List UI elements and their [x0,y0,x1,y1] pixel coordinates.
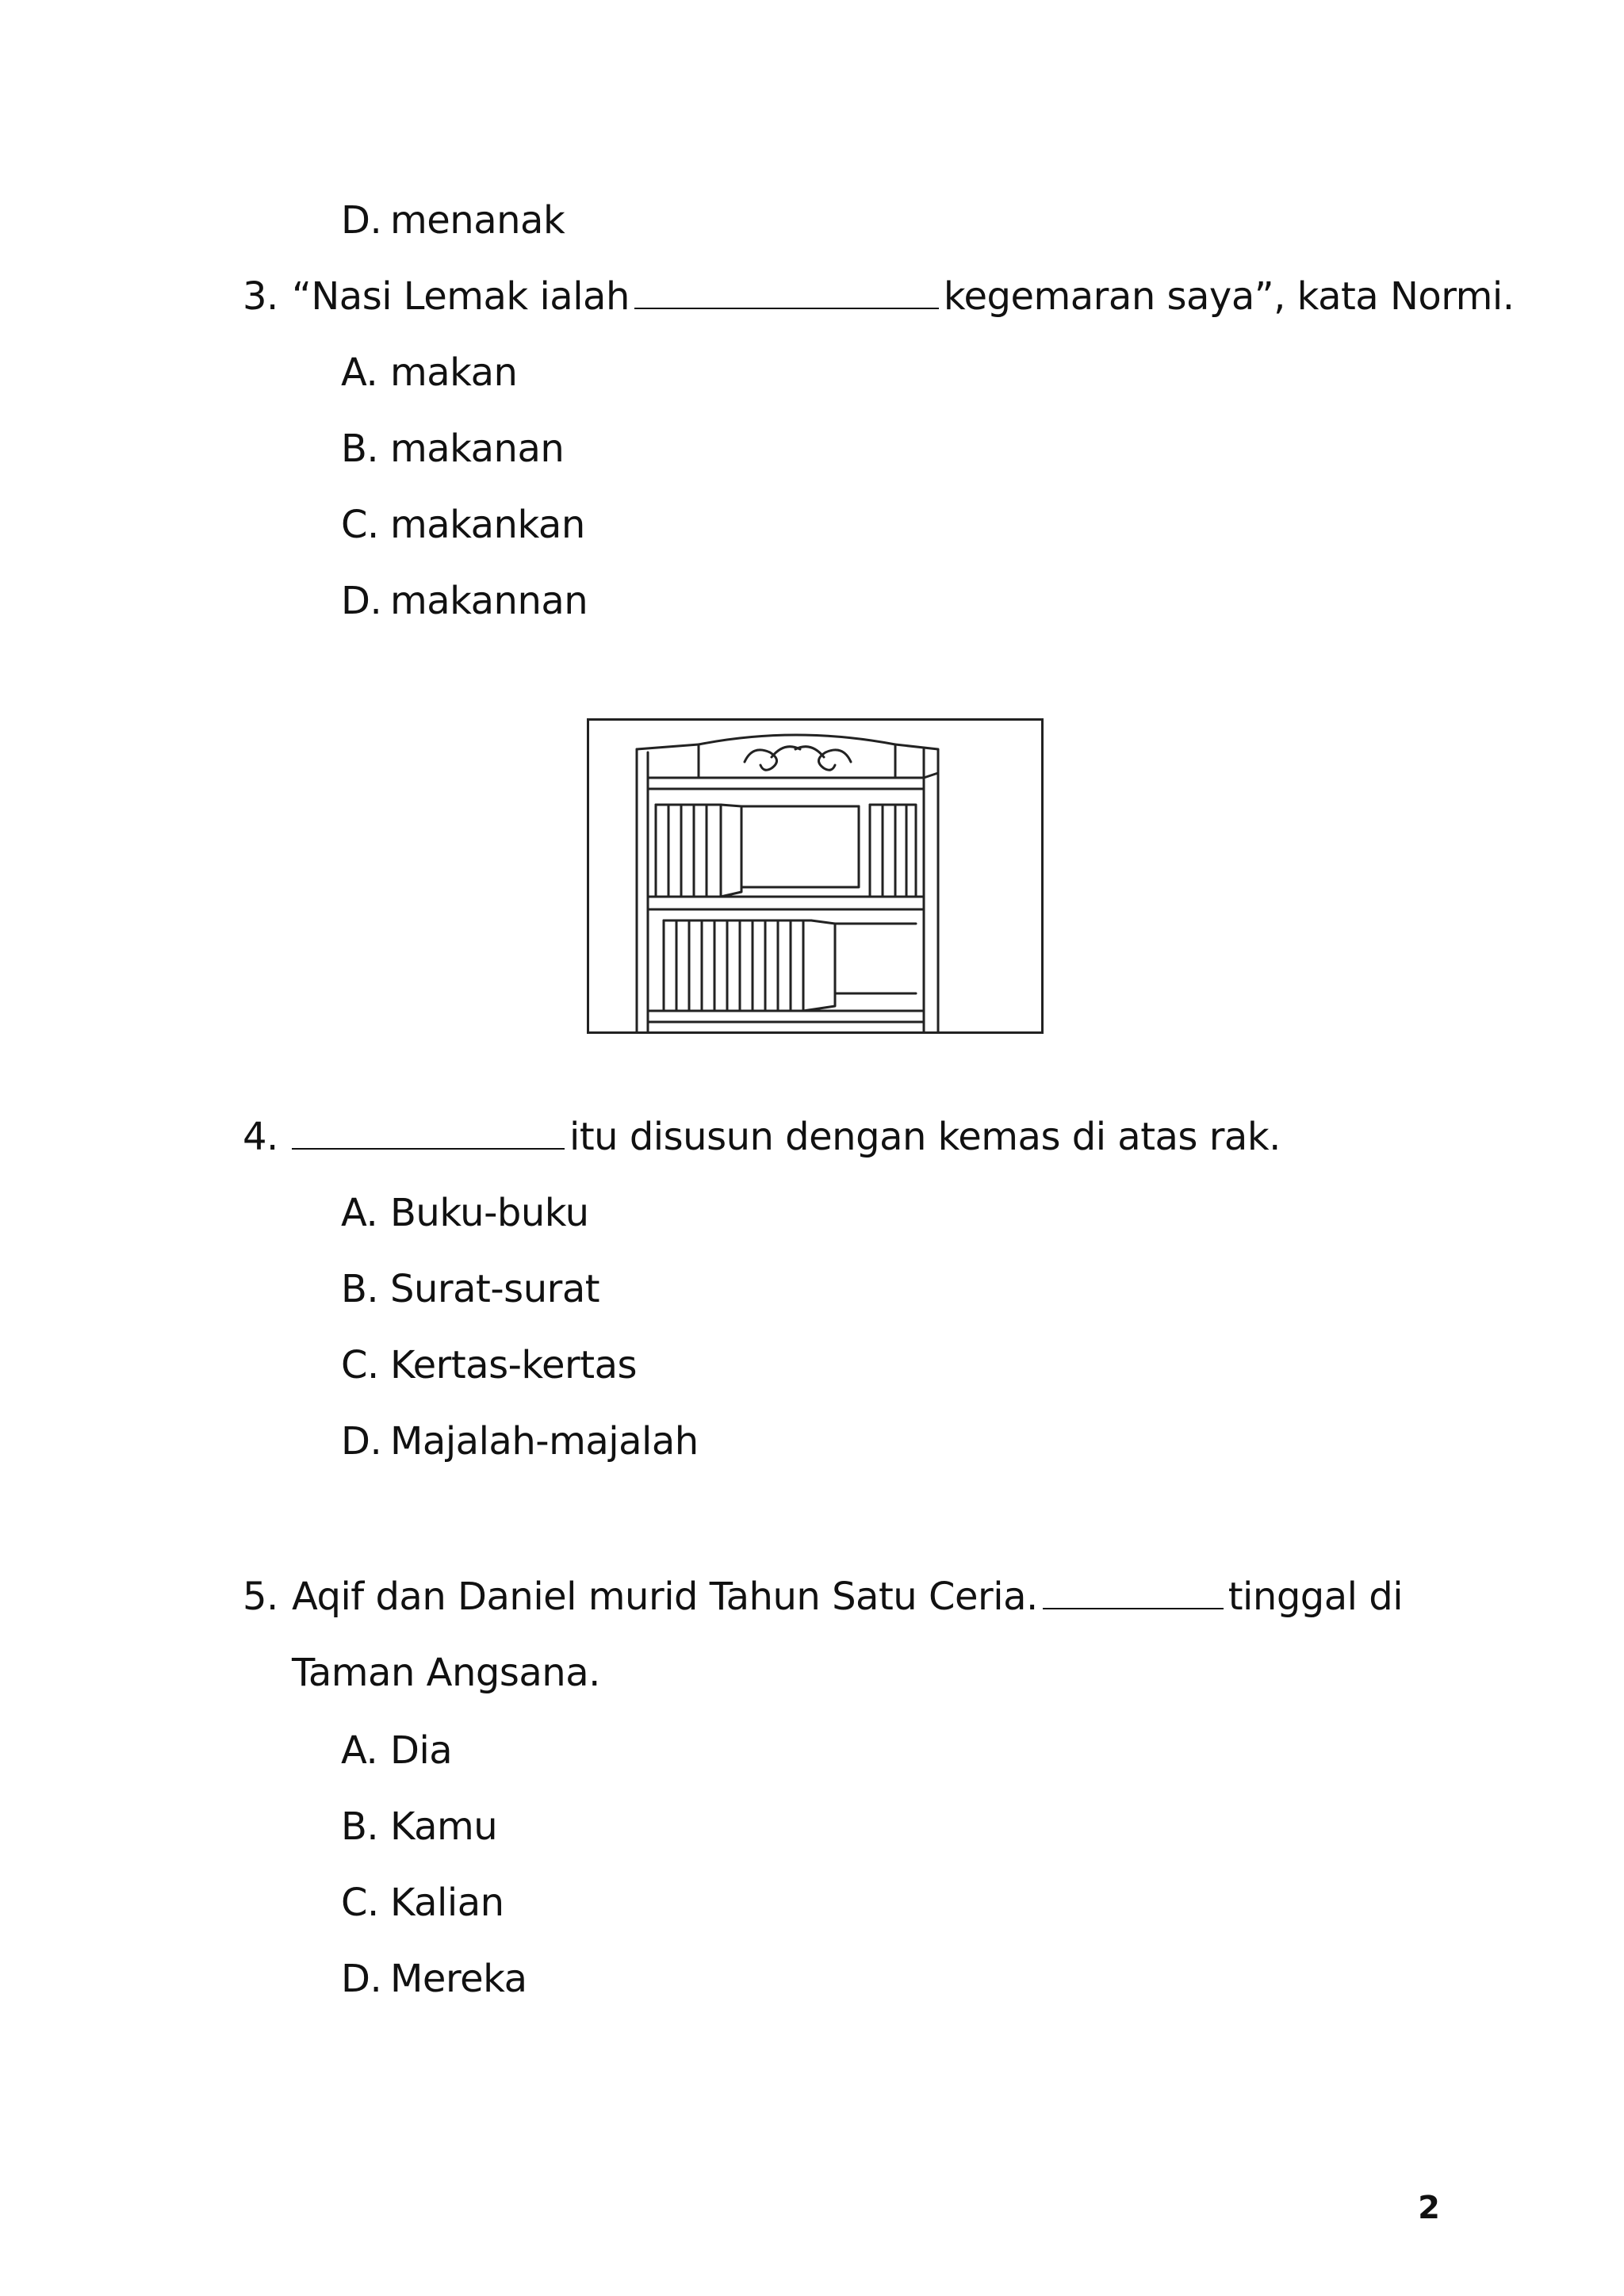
option-text: makannan [390,579,588,623]
answer-blank [634,273,939,309]
option-text: Surat-surat [390,1267,600,1311]
option-letter: D. [341,579,382,623]
option-text: Kertas-kertas [390,1343,638,1387]
option-text: makankan [390,503,585,547]
option-letter: C. [341,1881,379,1925]
question-text-after: itu disusun dengan kemas di atas rak. [569,1115,1281,1159]
option-letter: D. [341,1957,382,2001]
option-letter: A. [341,1191,378,1235]
option-text: Majalah-majalah [390,1419,699,1464]
q3-option-b [341,425,564,473]
question-5-stem-line2: Taman Angsana. [292,1651,600,1695]
option-letter: C. [341,1343,379,1387]
option-text: Kamu [390,1804,498,1849]
q5-option-c [341,1879,504,1927]
q3-option-d [341,577,588,625]
question-text-after: tinggal di [1228,1575,1404,1619]
question-4-stem [243,1113,1281,1161]
option-letter: C. [341,503,379,547]
option-text: makan [390,350,518,395]
q3-option-c [341,501,585,549]
question-3-stem [243,273,1515,320]
option-text: Mereka [390,1957,527,2001]
option-letter: A. [341,1728,378,1773]
question-number: 5. [243,1575,278,1619]
option-text: Kalian [390,1881,504,1925]
q4-option-a [341,1189,589,1237]
bookshelf-icon [589,721,1041,1031]
question-text-after: kegemaran saya”, kata Normi. [943,274,1515,319]
page-number: 2 [1418,2190,1440,2226]
q4-option-b [341,1265,599,1313]
bookshelf-figure [587,718,1044,1034]
question-5-stem [243,1573,1403,1621]
answer-blank [1043,1573,1224,1609]
option-letter: B. [341,427,379,471]
q5-option-a [341,1727,452,1774]
question-text-before: Aqif dan Daniel murid Tahun Satu Ceria. [292,1575,1038,1619]
question-number: 3. [243,274,278,319]
q2-option-d [341,197,565,244]
option-text: Dia [390,1728,453,1773]
option-text: menanak [390,198,565,243]
option-letter: B. [341,1804,379,1849]
option-letter: B. [341,1267,379,1311]
q5-option-b [341,1803,497,1850]
question-text-before: “Nasi Lemak ialah [292,274,630,319]
q4-option-d [341,1418,699,1465]
option-letter: D. [341,198,382,243]
option-letter: A. [341,350,378,395]
answer-blank [292,1113,565,1150]
question-number: 4. [243,1115,278,1159]
q5-option-d [341,1955,527,2003]
q4-option-c [341,1341,637,1389]
q3-option-a [341,349,517,396]
option-text: Buku-buku [390,1191,589,1235]
option-text: makanan [390,427,565,471]
option-letter: D. [341,1419,382,1464]
